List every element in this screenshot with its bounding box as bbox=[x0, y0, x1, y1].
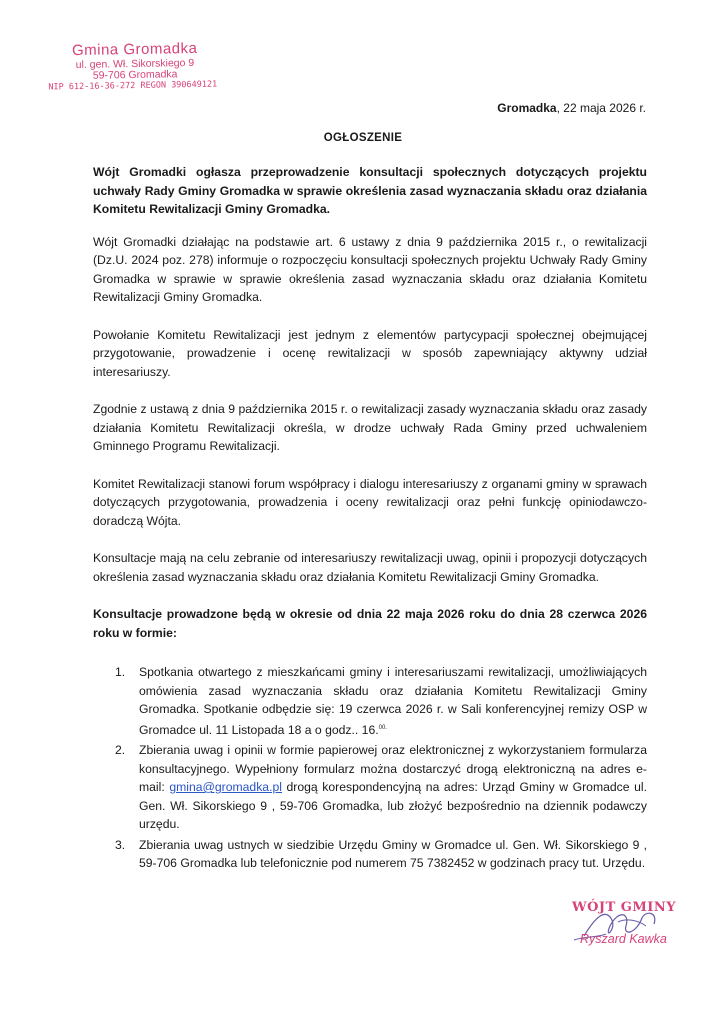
paragraph: Zgodnie z ustawą z dnia 9 października 2015 r. o rewitalizacji zasady wyznaczania składu oraz zasady działania Komitetu Rewitalizacji określa, w drodze uchwały Rada Gminy przed uchwaleniem Gminnego Programu Rewitalizacji. bbox=[93, 402, 647, 453]
document-body bbox=[93, 163, 647, 875]
document-title: OGŁOSZENIE bbox=[323, 132, 403, 144]
paragraph: Powołanie Komitetu Rewitalizacji jest jednym z elementów partycypacji społecznej obejmującej przygotowanie, prowadzenie i ocenę rewitalizacji w sposób zapewniający aktywny udział interesariuszy. bbox=[93, 327, 647, 379]
list-item bbox=[93, 741, 647, 834]
signature-title: WÓJT GMINY bbox=[572, 900, 677, 915]
consultation-modes-list bbox=[93, 663, 647, 873]
paragraph: Komitet Rewitalizacji stanowi forum współpracy i dialogu interesariuszy z organami gminy w sprawach dotyczących przygotowania, prowadzenia i oceny rewitalizacji oraz pełni funkcję opiniodawczo-doradczą Wójta. bbox=[93, 476, 647, 528]
paragraph: Wójt Gromadki działając na podstawie art. 6 ustawy z dnia 9 października 2015 r., o rewitalizacji (Dz.U. 2024 poz. 278) informuje o rozpoczęciu konsultacji społecznych projektu Uchwały Rady Gminy Gromadka w sprawie w sprawie określenia zasad wyznaczania składu oraz działania Komitetu Rewitalizacji Gminy Gromadka. bbox=[93, 234, 647, 304]
date: , 22 maja 2026 r. bbox=[556, 101, 646, 115]
paragraph: Konsultacje mają na celu zebranie od interesariuszy rewitalizacji uwag, opinii i propozycji dotyczących określenia zasad wyznaczania składu oraz działania Komitetu Rewitalizacji Gminy Gromadka. bbox=[93, 551, 647, 584]
signature-block bbox=[566, 896, 696, 956]
list-item bbox=[93, 836, 647, 873]
place-and-date bbox=[497, 101, 646, 115]
stamp-line-name: Gmina Gromadka bbox=[71, 39, 198, 60]
list-item-text: Zbierania uwag i opinii w formie papierowej oraz elektronicznej z wykorzystaniem formularza konsultacyjnego. Wypełniony formularz można dostarczyć drogą elektroniczną na adres e-mail: bbox=[139, 743, 647, 794]
stamp-line-ids: NIP 612-16-36-272 REGON 390649121 bbox=[48, 79, 218, 93]
list-number: 3. bbox=[115, 837, 126, 852]
list-item bbox=[93, 663, 647, 739]
list-item-text: Zbierania uwag ustnych w siedzibie Urzędu Gminy w Gromadce ul. Gen. Wł. Sikorskiego 9 , 59-706 Gromadka lub telefonicznie pod numerem 75 7382452 w godzinach pracy tut. Urzędu. bbox=[139, 837, 647, 870]
list-item-text: drogą korespondencyjną na adres: Urząd Gminy w Gromadce ul. Gen. Wł. Sikorskiego 9 , 59-706 Gromadka, lub złożyć bezpośrednio na dziennik podawczy urzędu. bbox=[139, 780, 647, 831]
office-stamp bbox=[50, 41, 221, 93]
list-number: 1. bbox=[115, 665, 126, 679]
list-number: 2. bbox=[115, 743, 126, 757]
list-item-text: Spotkania otwartego z mieszkańcami gminy i interesariuszami rewitalizacji, umożliwiających omówienia zasad wyznaczania składu oraz działania Komitetu Rewitalizacji Gminy Gromadka. Spotkanie odbędzie się: 19 czerwca 2026 r. w Sali konferencyjnej remizy OSP w Gromadce ul. 11 Listopada 18 a o godz.. 16. bbox=[139, 665, 647, 737]
signature-name: Ryszard Kawka bbox=[580, 932, 667, 946]
email-link[interactable]: gmina@gromadka.pl bbox=[169, 780, 282, 794]
stamp-line-postcode: 59-706 Gromadka bbox=[92, 68, 178, 82]
place: Gromadka bbox=[497, 101, 557, 115]
stamp-line-street: ul. gen. Wł. Sikorskiego 9 bbox=[75, 56, 195, 71]
lead-paragraph: Wójt Gromadki ogłasza przeprowadzenie konsultacji społecznych dotyczących projektu uchwały Rady Gminy Gromadka w sprawie określenia zasad wyznaczania składu oraz działania Komitetu Rewitalizacji Gminy Gromadka. bbox=[93, 165, 647, 216]
time-superscript: 00. bbox=[378, 724, 387, 731]
period-heading: Konsultacje prowadzone będą w okresie od dnia 22 maja 2026 roku do dnia 28 czerwca 2026 roku w formie: bbox=[93, 607, 647, 640]
